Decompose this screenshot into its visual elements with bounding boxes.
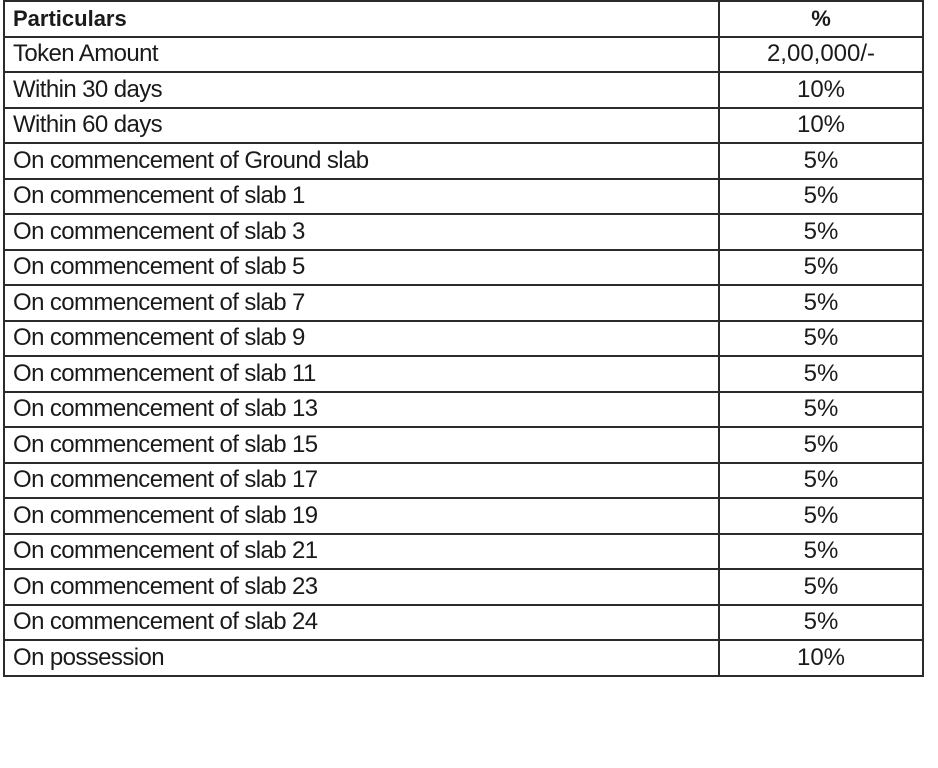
- particulars-cell: On possession: [4, 640, 719, 676]
- percent-cell: 5%: [719, 605, 923, 641]
- particulars-cell: On commencement of slab 15: [4, 427, 719, 463]
- percent-cell: 10%: [719, 72, 923, 108]
- percent-cell: 5%: [719, 463, 923, 499]
- table-row: [4, 605, 923, 641]
- particulars-cell: Token Amount: [4, 37, 719, 73]
- percent-cell: 5%: [719, 321, 923, 357]
- particulars-cell: On commencement of slab 5: [4, 250, 719, 286]
- table-row: [4, 427, 923, 463]
- particulars-cell: On commencement of slab 17: [4, 463, 719, 499]
- table-row: [4, 143, 923, 179]
- table-row: [4, 285, 923, 321]
- percent-cell: 5%: [719, 569, 923, 605]
- percent-cell: 10%: [719, 108, 923, 144]
- particulars-cell: On commencement of slab 24: [4, 605, 719, 641]
- particulars-cell: On commencement of slab 11: [4, 356, 719, 392]
- particulars-cell: On commencement of slab 13: [4, 392, 719, 428]
- payment-schedule-sheet: [3, 0, 922, 677]
- particulars-cell: Within 30 days: [4, 72, 719, 108]
- percent-cell: 5%: [719, 179, 923, 215]
- table-row: [4, 498, 923, 534]
- percent-cell: 5%: [719, 143, 923, 179]
- particulars-cell: On commencement of slab 19: [4, 498, 719, 534]
- particulars-cell: On commencement of Ground slab: [4, 143, 719, 179]
- percent-cell: 5%: [719, 498, 923, 534]
- percent-cell: 5%: [719, 214, 923, 250]
- particulars-cell: On commencement of slab 9: [4, 321, 719, 357]
- particulars-cell: On commencement of slab 23: [4, 569, 719, 605]
- particulars-cell: On commencement of slab 21: [4, 534, 719, 570]
- percent-cell: 5%: [719, 250, 923, 286]
- percent-cell: 5%: [719, 534, 923, 570]
- particulars-column-header: Particulars: [4, 1, 719, 37]
- particulars-cell: On commencement of slab 1: [4, 179, 719, 215]
- percent-cell: 5%: [719, 285, 923, 321]
- percent-cell: 5%: [719, 356, 923, 392]
- table-row: [4, 356, 923, 392]
- table-row: [4, 214, 923, 250]
- table-row: [4, 108, 923, 144]
- table-body: [4, 37, 923, 676]
- table-row: [4, 72, 923, 108]
- table-row: [4, 392, 923, 428]
- particulars-cell: On commencement of slab 7: [4, 285, 719, 321]
- percent-cell: 5%: [719, 392, 923, 428]
- table-row: [4, 321, 923, 357]
- table-header-row: [4, 1, 923, 37]
- percent-cell: 5%: [719, 427, 923, 463]
- table-row: [4, 250, 923, 286]
- table-row: [4, 179, 923, 215]
- table-row: [4, 534, 923, 570]
- particulars-cell: On commencement of slab 3: [4, 214, 719, 250]
- payment-schedule-table: [3, 0, 924, 677]
- table-row: [4, 640, 923, 676]
- table-row: [4, 569, 923, 605]
- table-row: [4, 37, 923, 73]
- percent-column-header: %: [719, 1, 923, 37]
- percent-cell: 2,00,000/-: [719, 37, 923, 73]
- table-row: [4, 463, 923, 499]
- particulars-cell: Within 60 days: [4, 108, 719, 144]
- percent-cell: 10%: [719, 640, 923, 676]
